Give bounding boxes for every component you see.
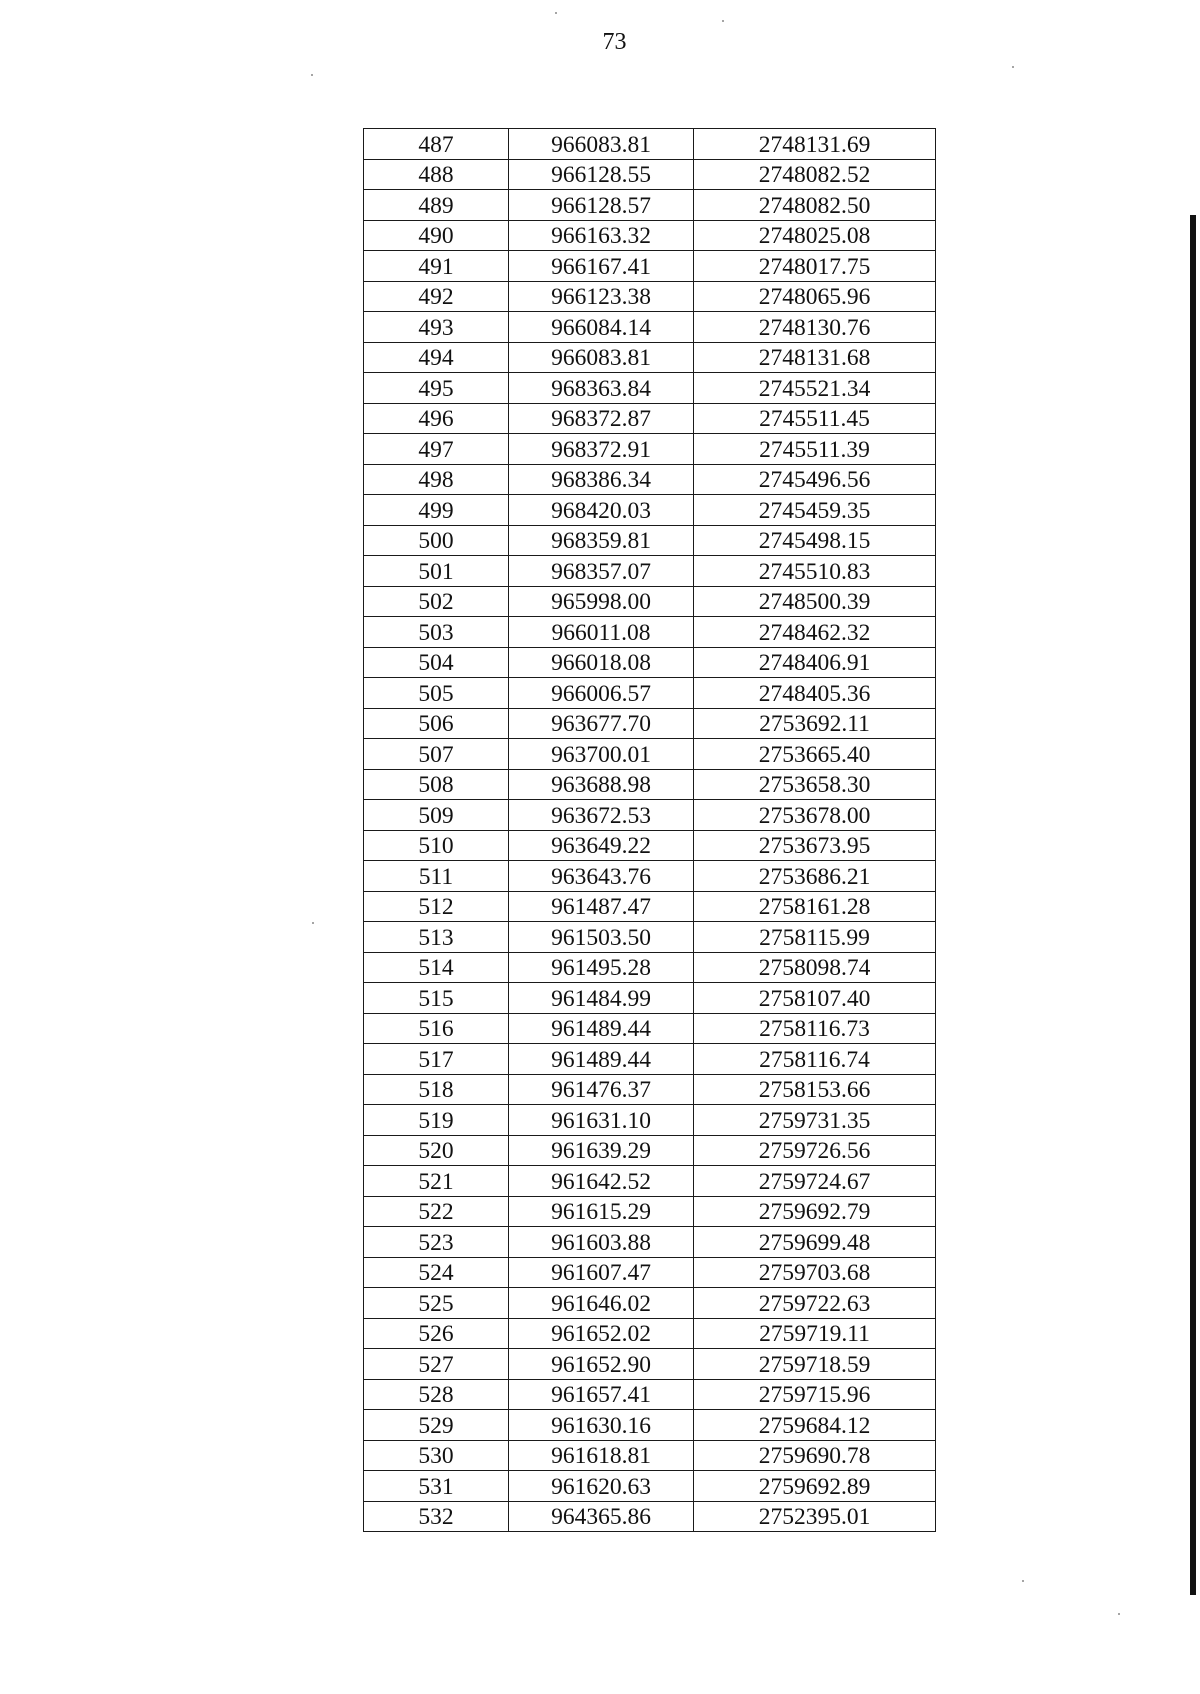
point-number-cell: 523 bbox=[364, 1227, 509, 1258]
point-number-cell: 531 bbox=[364, 1471, 509, 1502]
x-coordinate-cell: 968359.81 bbox=[509, 525, 694, 556]
table-row bbox=[364, 1410, 936, 1441]
point-number-cell: 532 bbox=[364, 1501, 509, 1532]
y-coordinate-cell: 2748131.68 bbox=[694, 342, 936, 373]
point-number-cell: 528 bbox=[364, 1379, 509, 1410]
y-coordinate-cell: 2748082.50 bbox=[694, 190, 936, 221]
table-row bbox=[364, 647, 936, 678]
point-number-cell: 492 bbox=[364, 281, 509, 312]
y-coordinate-cell: 2758098.74 bbox=[694, 952, 936, 983]
table-row bbox=[364, 922, 936, 953]
x-coordinate-cell: 961630.16 bbox=[509, 1410, 694, 1441]
y-coordinate-cell: 2759684.12 bbox=[694, 1410, 936, 1441]
x-coordinate-cell: 961607.47 bbox=[509, 1257, 694, 1288]
y-coordinate-cell: 2748131.69 bbox=[694, 129, 936, 160]
table-row bbox=[364, 1227, 936, 1258]
point-number-cell: 493 bbox=[364, 312, 509, 343]
y-coordinate-cell: 2759722.63 bbox=[694, 1288, 936, 1319]
point-number-cell: 497 bbox=[364, 434, 509, 465]
scan-speck bbox=[1012, 66, 1014, 68]
point-number-cell: 490 bbox=[364, 220, 509, 251]
x-coordinate-cell: 966018.08 bbox=[509, 647, 694, 678]
x-coordinate-cell: 961603.88 bbox=[509, 1227, 694, 1258]
x-coordinate-cell: 961652.02 bbox=[509, 1318, 694, 1349]
y-coordinate-cell: 2759731.35 bbox=[694, 1105, 936, 1136]
y-coordinate-cell: 2748065.96 bbox=[694, 281, 936, 312]
x-coordinate-cell: 961646.02 bbox=[509, 1288, 694, 1319]
x-coordinate-cell: 964365.86 bbox=[509, 1501, 694, 1532]
table-row bbox=[364, 342, 936, 373]
y-coordinate-cell: 2759692.89 bbox=[694, 1471, 936, 1502]
x-coordinate-cell: 961503.50 bbox=[509, 922, 694, 953]
table-row bbox=[364, 1318, 936, 1349]
table-row bbox=[364, 708, 936, 739]
point-number-cell: 506 bbox=[364, 708, 509, 739]
table-row bbox=[364, 739, 936, 770]
y-coordinate-cell: 2758115.99 bbox=[694, 922, 936, 953]
x-coordinate-cell: 966006.57 bbox=[509, 678, 694, 709]
x-coordinate-cell: 963649.22 bbox=[509, 830, 694, 861]
table-row bbox=[364, 1013, 936, 1044]
table-row bbox=[364, 373, 936, 404]
point-number-cell: 520 bbox=[364, 1135, 509, 1166]
y-coordinate-cell: 2759719.11 bbox=[694, 1318, 936, 1349]
x-coordinate-cell: 963643.76 bbox=[509, 861, 694, 892]
point-number-cell: 489 bbox=[364, 190, 509, 221]
table-row bbox=[364, 556, 936, 587]
point-number-cell: 507 bbox=[364, 739, 509, 770]
x-coordinate-cell: 966084.14 bbox=[509, 312, 694, 343]
table-row bbox=[364, 434, 936, 465]
point-number-cell: 512 bbox=[364, 891, 509, 922]
y-coordinate-cell: 2758116.74 bbox=[694, 1044, 936, 1075]
x-coordinate-cell: 966163.32 bbox=[509, 220, 694, 251]
x-coordinate-cell: 961484.99 bbox=[509, 983, 694, 1014]
y-coordinate-cell: 2759726.56 bbox=[694, 1135, 936, 1166]
point-number-cell: 516 bbox=[364, 1013, 509, 1044]
y-coordinate-cell: 2745496.56 bbox=[694, 464, 936, 495]
scan-edge-bar bbox=[1190, 215, 1196, 1595]
table-row bbox=[364, 1379, 936, 1410]
table-row bbox=[364, 586, 936, 617]
point-number-cell: 525 bbox=[364, 1288, 509, 1319]
table-row bbox=[364, 678, 936, 709]
point-number-cell: 509 bbox=[364, 800, 509, 831]
point-number-cell: 521 bbox=[364, 1166, 509, 1197]
point-number-cell: 505 bbox=[364, 678, 509, 709]
y-coordinate-cell: 2748017.75 bbox=[694, 251, 936, 282]
x-coordinate-cell: 966011.08 bbox=[509, 617, 694, 648]
table-row bbox=[364, 129, 936, 160]
y-coordinate-cell: 2752395.01 bbox=[694, 1501, 936, 1532]
x-coordinate-cell: 968372.91 bbox=[509, 434, 694, 465]
scan-speck bbox=[1118, 1613, 1120, 1615]
y-coordinate-cell: 2748406.91 bbox=[694, 647, 936, 678]
point-number-cell: 515 bbox=[364, 983, 509, 1014]
table-row bbox=[364, 830, 936, 861]
point-number-cell: 511 bbox=[364, 861, 509, 892]
y-coordinate-cell: 2758107.40 bbox=[694, 983, 936, 1014]
y-coordinate-cell: 2759703.68 bbox=[694, 1257, 936, 1288]
x-coordinate-cell: 965998.00 bbox=[509, 586, 694, 617]
y-coordinate-cell: 2759692.79 bbox=[694, 1196, 936, 1227]
point-number-cell: 501 bbox=[364, 556, 509, 587]
point-number-cell: 502 bbox=[364, 586, 509, 617]
table-row bbox=[364, 1105, 936, 1136]
x-coordinate-cell: 961642.52 bbox=[509, 1166, 694, 1197]
point-number-cell: 508 bbox=[364, 769, 509, 800]
y-coordinate-cell: 2759715.96 bbox=[694, 1379, 936, 1410]
scan-speck bbox=[1022, 1580, 1024, 1582]
point-number-cell: 491 bbox=[364, 251, 509, 282]
table-row bbox=[364, 495, 936, 526]
point-number-cell: 487 bbox=[364, 129, 509, 160]
x-coordinate-cell: 963688.98 bbox=[509, 769, 694, 800]
x-coordinate-cell: 968420.03 bbox=[509, 495, 694, 526]
table-row bbox=[364, 952, 936, 983]
table-row bbox=[364, 1440, 936, 1471]
x-coordinate-cell: 961495.28 bbox=[509, 952, 694, 983]
y-coordinate-cell: 2748405.36 bbox=[694, 678, 936, 709]
y-coordinate-cell: 2753678.00 bbox=[694, 800, 936, 831]
x-coordinate-cell: 961615.29 bbox=[509, 1196, 694, 1227]
table-row bbox=[364, 1288, 936, 1319]
table-row bbox=[364, 1166, 936, 1197]
point-number-cell: 488 bbox=[364, 159, 509, 190]
table-row bbox=[364, 1135, 936, 1166]
x-coordinate-cell: 961631.10 bbox=[509, 1105, 694, 1136]
table-row bbox=[364, 1471, 936, 1502]
x-coordinate-cell: 968363.84 bbox=[509, 373, 694, 404]
x-coordinate-cell: 966083.81 bbox=[509, 342, 694, 373]
point-number-cell: 496 bbox=[364, 403, 509, 434]
y-coordinate-cell: 2753665.40 bbox=[694, 739, 936, 770]
y-coordinate-cell: 2748130.76 bbox=[694, 312, 936, 343]
table-row bbox=[364, 891, 936, 922]
point-number-cell: 503 bbox=[364, 617, 509, 648]
x-coordinate-cell: 963672.53 bbox=[509, 800, 694, 831]
table-row bbox=[364, 190, 936, 221]
y-coordinate-cell: 2748500.39 bbox=[694, 586, 936, 617]
point-number-cell: 495 bbox=[364, 373, 509, 404]
page-number: 73 bbox=[602, 29, 627, 55]
point-number-cell: 527 bbox=[364, 1349, 509, 1380]
table-row bbox=[364, 1074, 936, 1105]
y-coordinate-cell: 2759724.67 bbox=[694, 1166, 936, 1197]
y-coordinate-cell: 2758116.73 bbox=[694, 1013, 936, 1044]
point-number-cell: 519 bbox=[364, 1105, 509, 1136]
y-coordinate-cell: 2745510.83 bbox=[694, 556, 936, 587]
point-number-cell: 498 bbox=[364, 464, 509, 495]
x-coordinate-cell: 961620.63 bbox=[509, 1471, 694, 1502]
coordinate-table bbox=[363, 128, 936, 1532]
point-number-cell: 526 bbox=[364, 1318, 509, 1349]
x-coordinate-cell: 963700.01 bbox=[509, 739, 694, 770]
table-row bbox=[364, 1349, 936, 1380]
x-coordinate-cell: 966128.55 bbox=[509, 159, 694, 190]
y-coordinate-cell: 2745511.39 bbox=[694, 434, 936, 465]
table-row bbox=[364, 159, 936, 190]
y-coordinate-cell: 2745521.34 bbox=[694, 373, 936, 404]
table-row bbox=[364, 800, 936, 831]
table-row bbox=[364, 617, 936, 648]
y-coordinate-cell: 2753658.30 bbox=[694, 769, 936, 800]
scan-speck bbox=[555, 12, 557, 14]
y-coordinate-cell: 2745459.35 bbox=[694, 495, 936, 526]
point-number-cell: 500 bbox=[364, 525, 509, 556]
y-coordinate-cell: 2753692.11 bbox=[694, 708, 936, 739]
x-coordinate-cell: 968372.87 bbox=[509, 403, 694, 434]
table-row bbox=[364, 1196, 936, 1227]
table-row bbox=[364, 464, 936, 495]
y-coordinate-cell: 2759699.48 bbox=[694, 1227, 936, 1258]
scan-speck bbox=[312, 922, 314, 924]
point-number-cell: 517 bbox=[364, 1044, 509, 1075]
table-row bbox=[364, 769, 936, 800]
x-coordinate-cell: 961487.47 bbox=[509, 891, 694, 922]
x-coordinate-cell: 966167.41 bbox=[509, 251, 694, 282]
x-coordinate-cell: 961657.41 bbox=[509, 1379, 694, 1410]
x-coordinate-cell: 961489.44 bbox=[509, 1013, 694, 1044]
point-number-cell: 530 bbox=[364, 1440, 509, 1471]
x-coordinate-cell: 961639.29 bbox=[509, 1135, 694, 1166]
point-number-cell: 522 bbox=[364, 1196, 509, 1227]
coordinate-table-body bbox=[364, 129, 936, 1532]
x-coordinate-cell: 966128.57 bbox=[509, 190, 694, 221]
y-coordinate-cell: 2759718.59 bbox=[694, 1349, 936, 1380]
point-number-cell: 494 bbox=[364, 342, 509, 373]
point-number-cell: 529 bbox=[364, 1410, 509, 1441]
x-coordinate-cell: 961652.90 bbox=[509, 1349, 694, 1380]
x-coordinate-cell: 961489.44 bbox=[509, 1044, 694, 1075]
point-number-cell: 504 bbox=[364, 647, 509, 678]
point-number-cell: 524 bbox=[364, 1257, 509, 1288]
y-coordinate-cell: 2748082.52 bbox=[694, 159, 936, 190]
y-coordinate-cell: 2748462.32 bbox=[694, 617, 936, 648]
table-row bbox=[364, 1257, 936, 1288]
table-row bbox=[364, 1501, 936, 1532]
point-number-cell: 518 bbox=[364, 1074, 509, 1105]
x-coordinate-cell: 966123.38 bbox=[509, 281, 694, 312]
table-row bbox=[364, 220, 936, 251]
y-coordinate-cell: 2758161.28 bbox=[694, 891, 936, 922]
y-coordinate-cell: 2753686.21 bbox=[694, 861, 936, 892]
x-coordinate-cell: 968357.07 bbox=[509, 556, 694, 587]
x-coordinate-cell: 961476.37 bbox=[509, 1074, 694, 1105]
scan-speck bbox=[311, 74, 313, 76]
table-row bbox=[364, 403, 936, 434]
x-coordinate-cell: 968386.34 bbox=[509, 464, 694, 495]
x-coordinate-cell: 961618.81 bbox=[509, 1440, 694, 1471]
table-row bbox=[364, 312, 936, 343]
x-coordinate-cell: 966083.81 bbox=[509, 129, 694, 160]
point-number-cell: 513 bbox=[364, 922, 509, 953]
table-row bbox=[364, 281, 936, 312]
scan-speck bbox=[722, 20, 724, 22]
y-coordinate-cell: 2758153.66 bbox=[694, 1074, 936, 1105]
point-number-cell: 510 bbox=[364, 830, 509, 861]
table-row bbox=[364, 251, 936, 282]
y-coordinate-cell: 2748025.08 bbox=[694, 220, 936, 251]
x-coordinate-cell: 963677.70 bbox=[509, 708, 694, 739]
table-row bbox=[364, 1044, 936, 1075]
y-coordinate-cell: 2745498.15 bbox=[694, 525, 936, 556]
table-row bbox=[364, 861, 936, 892]
y-coordinate-cell: 2759690.78 bbox=[694, 1440, 936, 1471]
table-row bbox=[364, 525, 936, 556]
y-coordinate-cell: 2745511.45 bbox=[694, 403, 936, 434]
y-coordinate-cell: 2753673.95 bbox=[694, 830, 936, 861]
point-number-cell: 499 bbox=[364, 495, 509, 526]
table-row bbox=[364, 983, 936, 1014]
point-number-cell: 514 bbox=[364, 952, 509, 983]
